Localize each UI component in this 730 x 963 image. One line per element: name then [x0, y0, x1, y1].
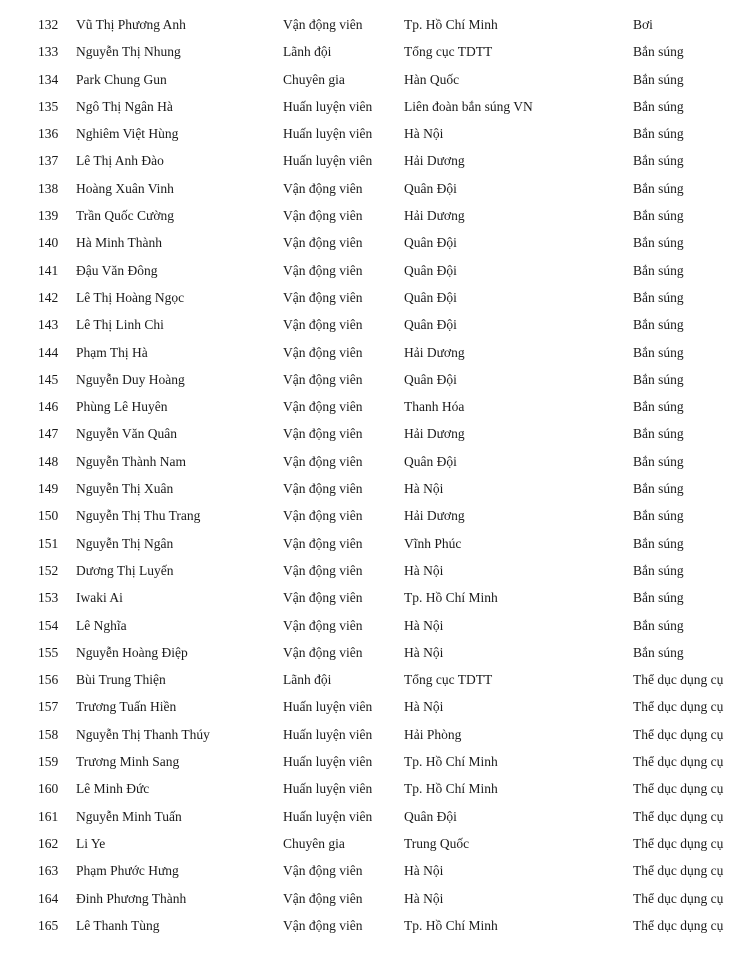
person-unit: Quân Đội — [404, 453, 457, 469]
person-unit: Vĩnh Phúc — [404, 535, 462, 551]
row-number: 134 — [38, 71, 59, 87]
row-number: 140 — [38, 235, 59, 251]
person-role: Vận động viên — [283, 535, 363, 551]
person-sport: Thể dục dụng cụ — [633, 890, 724, 906]
person-role: Huấn luyện viên — [283, 808, 373, 824]
person-role: Vận động viên — [283, 863, 363, 879]
person-role: Huấn luyện viên — [283, 153, 373, 169]
row-number: 137 — [38, 153, 59, 169]
row-number: 145 — [38, 371, 59, 387]
person-name: Nghiêm Việt Hùng — [76, 126, 179, 142]
table-row — [0, 885, 730, 912]
row-number: 164 — [38, 890, 59, 906]
person-sport: Bắn súng — [633, 508, 684, 524]
person-sport: Bắn súng — [633, 180, 684, 196]
person-role: Vận động viên — [283, 890, 363, 906]
person-sport: Bắn súng — [633, 426, 684, 442]
table-row — [0, 11, 730, 38]
person-name: Li Ye — [76, 835, 106, 851]
table-row — [0, 557, 730, 584]
table-row — [0, 775, 730, 802]
table-row — [0, 311, 730, 338]
table-row — [0, 339, 730, 366]
person-name: Nguyễn Thị Thanh Thúy — [76, 726, 210, 742]
person-sport: Bắn súng — [633, 562, 684, 578]
person-sport: Bắn súng — [633, 153, 684, 169]
person-unit: Hải Phòng — [404, 726, 462, 742]
person-sport: Thể dục dụng cụ — [633, 835, 724, 851]
person-sport: Thể dục dụng cụ — [633, 781, 724, 797]
person-name: Nguyễn Thị Nhung — [76, 44, 181, 60]
table-row — [0, 66, 730, 93]
person-name: Nguyễn Văn Quân — [76, 426, 177, 442]
row-number: 138 — [38, 180, 59, 196]
table-row — [0, 612, 730, 639]
row-number: 163 — [38, 863, 59, 879]
person-unit: Tp. Hồ Chí Minh — [404, 917, 498, 933]
row-number: 155 — [38, 644, 59, 660]
person-sport: Bắn súng — [633, 399, 684, 415]
person-name: Hoàng Xuân Vinh — [76, 180, 174, 196]
person-unit: Hải Dương — [404, 153, 465, 169]
person-sport: Bắn súng — [633, 71, 684, 87]
person-unit: Quân Đội — [404, 371, 457, 387]
person-unit: Hà Nội — [404, 617, 444, 633]
row-number: 146 — [38, 399, 59, 415]
person-name: Park Chung Gun — [76, 71, 167, 87]
table-row — [0, 912, 730, 939]
row-number: 161 — [38, 808, 59, 824]
person-unit: Hà Nội — [404, 863, 444, 879]
row-number: 162 — [38, 835, 59, 851]
person-name: Nguyễn Thị Xuân — [76, 481, 174, 497]
table-row — [0, 93, 730, 120]
row-number: 152 — [38, 562, 59, 578]
person-sport: Thể dục dụng cụ — [633, 754, 724, 770]
person-name: Lê Minh Đức — [76, 781, 150, 797]
person-name: Phạm Thị Hà — [76, 344, 148, 360]
table-row — [0, 120, 730, 147]
row-number: 150 — [38, 508, 59, 524]
row-number: 153 — [38, 590, 59, 606]
table-row — [0, 202, 730, 229]
person-sport: Bắn súng — [633, 535, 684, 551]
person-role: Huấn luyện viên — [283, 781, 373, 797]
table-row — [0, 257, 730, 284]
person-name: Lê Thị Hoàng Ngọc — [76, 289, 185, 305]
table-row — [0, 584, 730, 611]
person-unit: Tp. Hồ Chí Minh — [404, 17, 498, 32]
person-sport: Bắn súng — [633, 289, 684, 305]
person-role: Lãnh đội — [283, 672, 332, 688]
person-sport: Bắn súng — [633, 235, 684, 251]
table-row — [0, 38, 730, 65]
person-unit: Tp. Hồ Chí Minh — [404, 754, 498, 770]
person-unit: Hải Dương — [404, 208, 465, 224]
person-name: Phùng Lê Huyên — [76, 399, 168, 415]
person-name: Nguyễn Minh Tuấn — [76, 808, 182, 824]
person-role: Vận động viên — [283, 180, 363, 196]
person-unit: Hải Dương — [404, 426, 465, 442]
person-name: Đinh Phương Thành — [76, 890, 187, 906]
person-unit: Thanh Hóa — [404, 399, 465, 415]
person-sport: Bắn súng — [633, 590, 684, 606]
person-name: Nguyễn Thành Nam — [76, 453, 186, 469]
person-unit: Liên đoàn bắn súng VN — [404, 98, 533, 114]
person-role: Vận động viên — [283, 235, 363, 251]
person-role: Vận động viên — [283, 208, 363, 224]
person-unit: Hà Nội — [404, 481, 444, 497]
person-unit: Quân Đội — [404, 808, 457, 824]
row-number: 154 — [38, 617, 59, 633]
table-row — [0, 420, 730, 447]
person-unit: Trung Quốc — [404, 835, 470, 851]
table-row — [0, 857, 730, 884]
person-unit: Quân Đội — [404, 180, 457, 196]
person-name: Vũ Thị Phương Anh — [76, 17, 186, 32]
person-unit: Tổng cục TDTT — [404, 672, 493, 688]
person-role: Huấn luyện viên — [283, 699, 373, 715]
person-unit: Tp. Hồ Chí Minh — [404, 781, 498, 797]
person-sport: Bắn súng — [633, 344, 684, 360]
row-number: 144 — [38, 344, 59, 360]
table-row — [0, 393, 730, 420]
person-name: Ngô Thị Ngân Hà — [76, 98, 173, 114]
person-unit: Hà Nội — [404, 890, 444, 906]
person-name: Lê Thanh Tùng — [76, 917, 160, 933]
person-unit: Hà Nội — [404, 699, 444, 715]
person-role: Chuyên gia — [283, 71, 345, 87]
person-role: Huấn luyện viên — [283, 754, 373, 770]
row-number: 156 — [38, 672, 59, 688]
person-role: Vận động viên — [283, 399, 363, 415]
table-row — [0, 366, 730, 393]
person-sport: Thể dục dụng cụ — [633, 917, 724, 933]
person-name: Iwaki Ai — [76, 590, 123, 606]
person-role: Huấn luyện viên — [283, 726, 373, 742]
table-row — [0, 830, 730, 857]
person-role: Lãnh đội — [283, 44, 332, 60]
row-number: 133 — [38, 44, 59, 60]
person-name: Lê Nghĩa — [76, 617, 127, 633]
person-role: Huấn luyện viên — [283, 98, 373, 114]
person-unit: Tổng cục TDTT — [404, 44, 493, 60]
person-name: Bùi Trung Thiện — [76, 672, 166, 688]
person-name: Hà Minh Thành — [76, 235, 162, 251]
person-name: Lê Thị Linh Chi — [76, 317, 164, 333]
person-sport: Thể dục dụng cụ — [633, 672, 724, 688]
row-number: 160 — [38, 781, 59, 797]
table-row — [0, 475, 730, 502]
person-sport: Bắn súng — [633, 98, 684, 114]
row-number: 165 — [38, 917, 59, 933]
person-sport: Bắn súng — [633, 481, 684, 497]
person-name: Trương Tuấn Hiền — [76, 699, 177, 715]
person-sport: Bắn súng — [633, 126, 684, 142]
person-role: Vận động viên — [283, 508, 363, 524]
person-sport: Bắn súng — [633, 617, 684, 633]
person-role: Vận động viên — [283, 562, 363, 578]
person-sport: Bắn súng — [633, 371, 684, 387]
person-sport: Bắn súng — [633, 208, 684, 224]
row-number: 132 — [38, 17, 59, 32]
person-sport: Thể dục dụng cụ — [633, 863, 724, 879]
person-unit: Hà Nội — [404, 562, 444, 578]
person-role: Vận động viên — [283, 344, 363, 360]
person-sport: Thể dục dụng cụ — [633, 726, 724, 742]
person-role: Vận động viên — [283, 317, 363, 333]
row-number: 148 — [38, 453, 59, 469]
person-name: Trương Minh Sang — [76, 754, 180, 770]
person-name: Dương Thị Luyến — [76, 562, 174, 578]
person-role: Vận động viên — [283, 453, 363, 469]
row-number: 139 — [38, 208, 59, 224]
person-unit: Quân Đội — [404, 235, 457, 251]
person-role: Chuyên gia — [283, 835, 345, 851]
row-number: 141 — [38, 262, 59, 278]
row-number: 158 — [38, 726, 59, 742]
table-row — [0, 693, 730, 720]
person-role: Huấn luyện viên — [283, 126, 373, 142]
person-unit: Hà Nội — [404, 126, 444, 142]
person-unit: Hà Nội — [404, 644, 444, 660]
row-number: 149 — [38, 481, 59, 497]
person-sport: Bắn súng — [633, 317, 684, 333]
person-unit: Hải Dương — [404, 344, 465, 360]
person-sport: Bắn súng — [633, 44, 684, 60]
person-sport: Bơi — [633, 17, 653, 32]
person-unit: Quân Đội — [404, 262, 457, 278]
row-number: 135 — [38, 98, 59, 114]
person-role: Vận động viên — [283, 262, 363, 278]
table-row — [0, 175, 730, 202]
person-role: Vận động viên — [283, 426, 363, 442]
person-role: Vận động viên — [283, 371, 363, 387]
table-row — [0, 448, 730, 475]
person-name: Nguyễn Duy Hoàng — [76, 371, 185, 387]
table-row — [0, 666, 730, 693]
table-row — [0, 803, 730, 830]
table-row — [0, 229, 730, 256]
person-role: Vận động viên — [283, 289, 363, 305]
person-unit: Quân Đội — [404, 289, 457, 305]
row-number: 151 — [38, 535, 59, 551]
person-name: Lê Thị Anh Đào — [76, 153, 164, 169]
person-sport: Bắn súng — [633, 644, 684, 660]
table-row — [0, 502, 730, 529]
table-row — [0, 721, 730, 748]
person-unit: Quân Đội — [404, 317, 457, 333]
person-role: Vận động viên — [283, 17, 363, 32]
table-row — [0, 284, 730, 311]
person-sport: Thể dục dụng cụ — [633, 699, 724, 715]
row-number: 159 — [38, 754, 59, 770]
person-role: Vận động viên — [283, 481, 363, 497]
row-number: 142 — [38, 289, 59, 305]
person-sport: Bắn súng — [633, 262, 684, 278]
person-sport: Thể dục dụng cụ — [633, 808, 724, 824]
row-number: 143 — [38, 317, 59, 333]
table-row — [0, 748, 730, 775]
person-name: Nguyễn Hoàng Điệp — [76, 644, 188, 660]
person-name: Phạm Phước Hưng — [76, 863, 179, 879]
person-role: Vận động viên — [283, 590, 363, 606]
person-name: Nguyễn Thị Thu Trang — [76, 508, 201, 524]
table-row — [0, 530, 730, 557]
row-number: 157 — [38, 699, 59, 715]
person-role: Vận động viên — [283, 617, 363, 633]
row-number: 147 — [38, 426, 59, 442]
person-sport: Bắn súng — [633, 453, 684, 469]
person-name: Đậu Văn Đông — [76, 262, 158, 278]
person-unit: Tp. Hồ Chí Minh — [404, 590, 498, 606]
table-row — [0, 639, 730, 666]
person-unit: Hải Dương — [404, 508, 465, 524]
row-number: 136 — [38, 126, 59, 142]
person-role: Vận động viên — [283, 644, 363, 660]
table-row — [0, 147, 730, 174]
person-name: Nguyễn Thị Ngân — [76, 535, 174, 551]
roster-table — [0, 11, 730, 939]
person-role: Vận động viên — [283, 917, 363, 933]
person-unit: Hàn Quốc — [404, 71, 460, 87]
person-name: Trần Quốc Cường — [76, 208, 174, 224]
